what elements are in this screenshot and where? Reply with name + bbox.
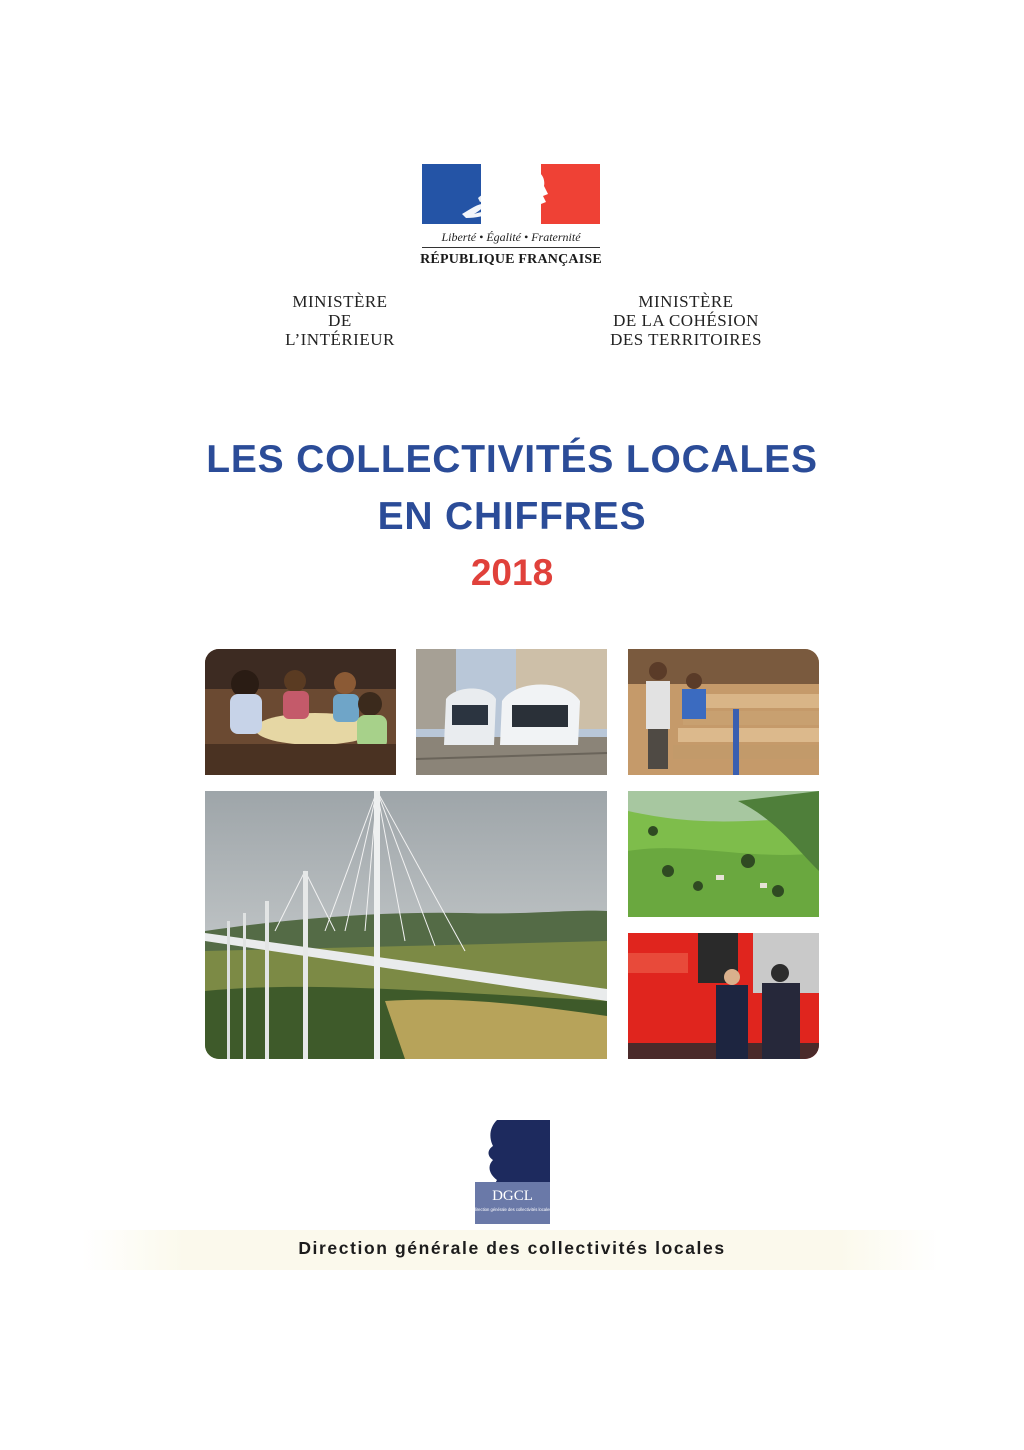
document-title-line-2: EN CHIFFRES xyxy=(377,495,647,538)
ministry-territorial-cohesion xyxy=(586,292,786,349)
ministry-line: MINISTÈRE xyxy=(292,292,388,311)
fire-rescue-truck-photo xyxy=(628,933,819,1059)
marianne-profile-icon xyxy=(422,164,600,224)
divider xyxy=(422,247,600,248)
children-at-table-photo xyxy=(205,649,396,775)
ministry-line: DE xyxy=(328,311,352,330)
ministry-interior xyxy=(250,292,430,349)
tramway-photo xyxy=(416,649,607,775)
dgcl-logo xyxy=(475,1120,550,1224)
timber-workers-photo xyxy=(628,649,819,775)
dgcl-logo-subtext: direction générale des collectivités locales xyxy=(475,1207,550,1212)
organisation-name: Direction générale des collectivités locales xyxy=(298,1238,726,1258)
green-valley-photo xyxy=(628,791,819,917)
ministry-line: DES TERRITOIRES xyxy=(610,330,762,349)
ministry-line: MINISTÈRE xyxy=(638,292,734,311)
document-year: 2018 xyxy=(470,552,554,593)
marianne-logo xyxy=(422,164,600,224)
dgcl-logo-text: DGCL xyxy=(492,1188,533,1204)
republic-motto: Liberté • Égalité • Fraternité xyxy=(441,230,581,244)
ministry-line: DE LA COHÉSION xyxy=(613,311,759,330)
republique-francaise-label: RÉPUBLIQUE FRANÇAISE xyxy=(420,252,602,267)
document-title-line-1: LES COLLECTIVITÉS LOCALES xyxy=(206,438,818,481)
ministry-line: L’INTÉRIEUR xyxy=(285,330,395,349)
millau-viaduct-photo xyxy=(205,791,607,1059)
